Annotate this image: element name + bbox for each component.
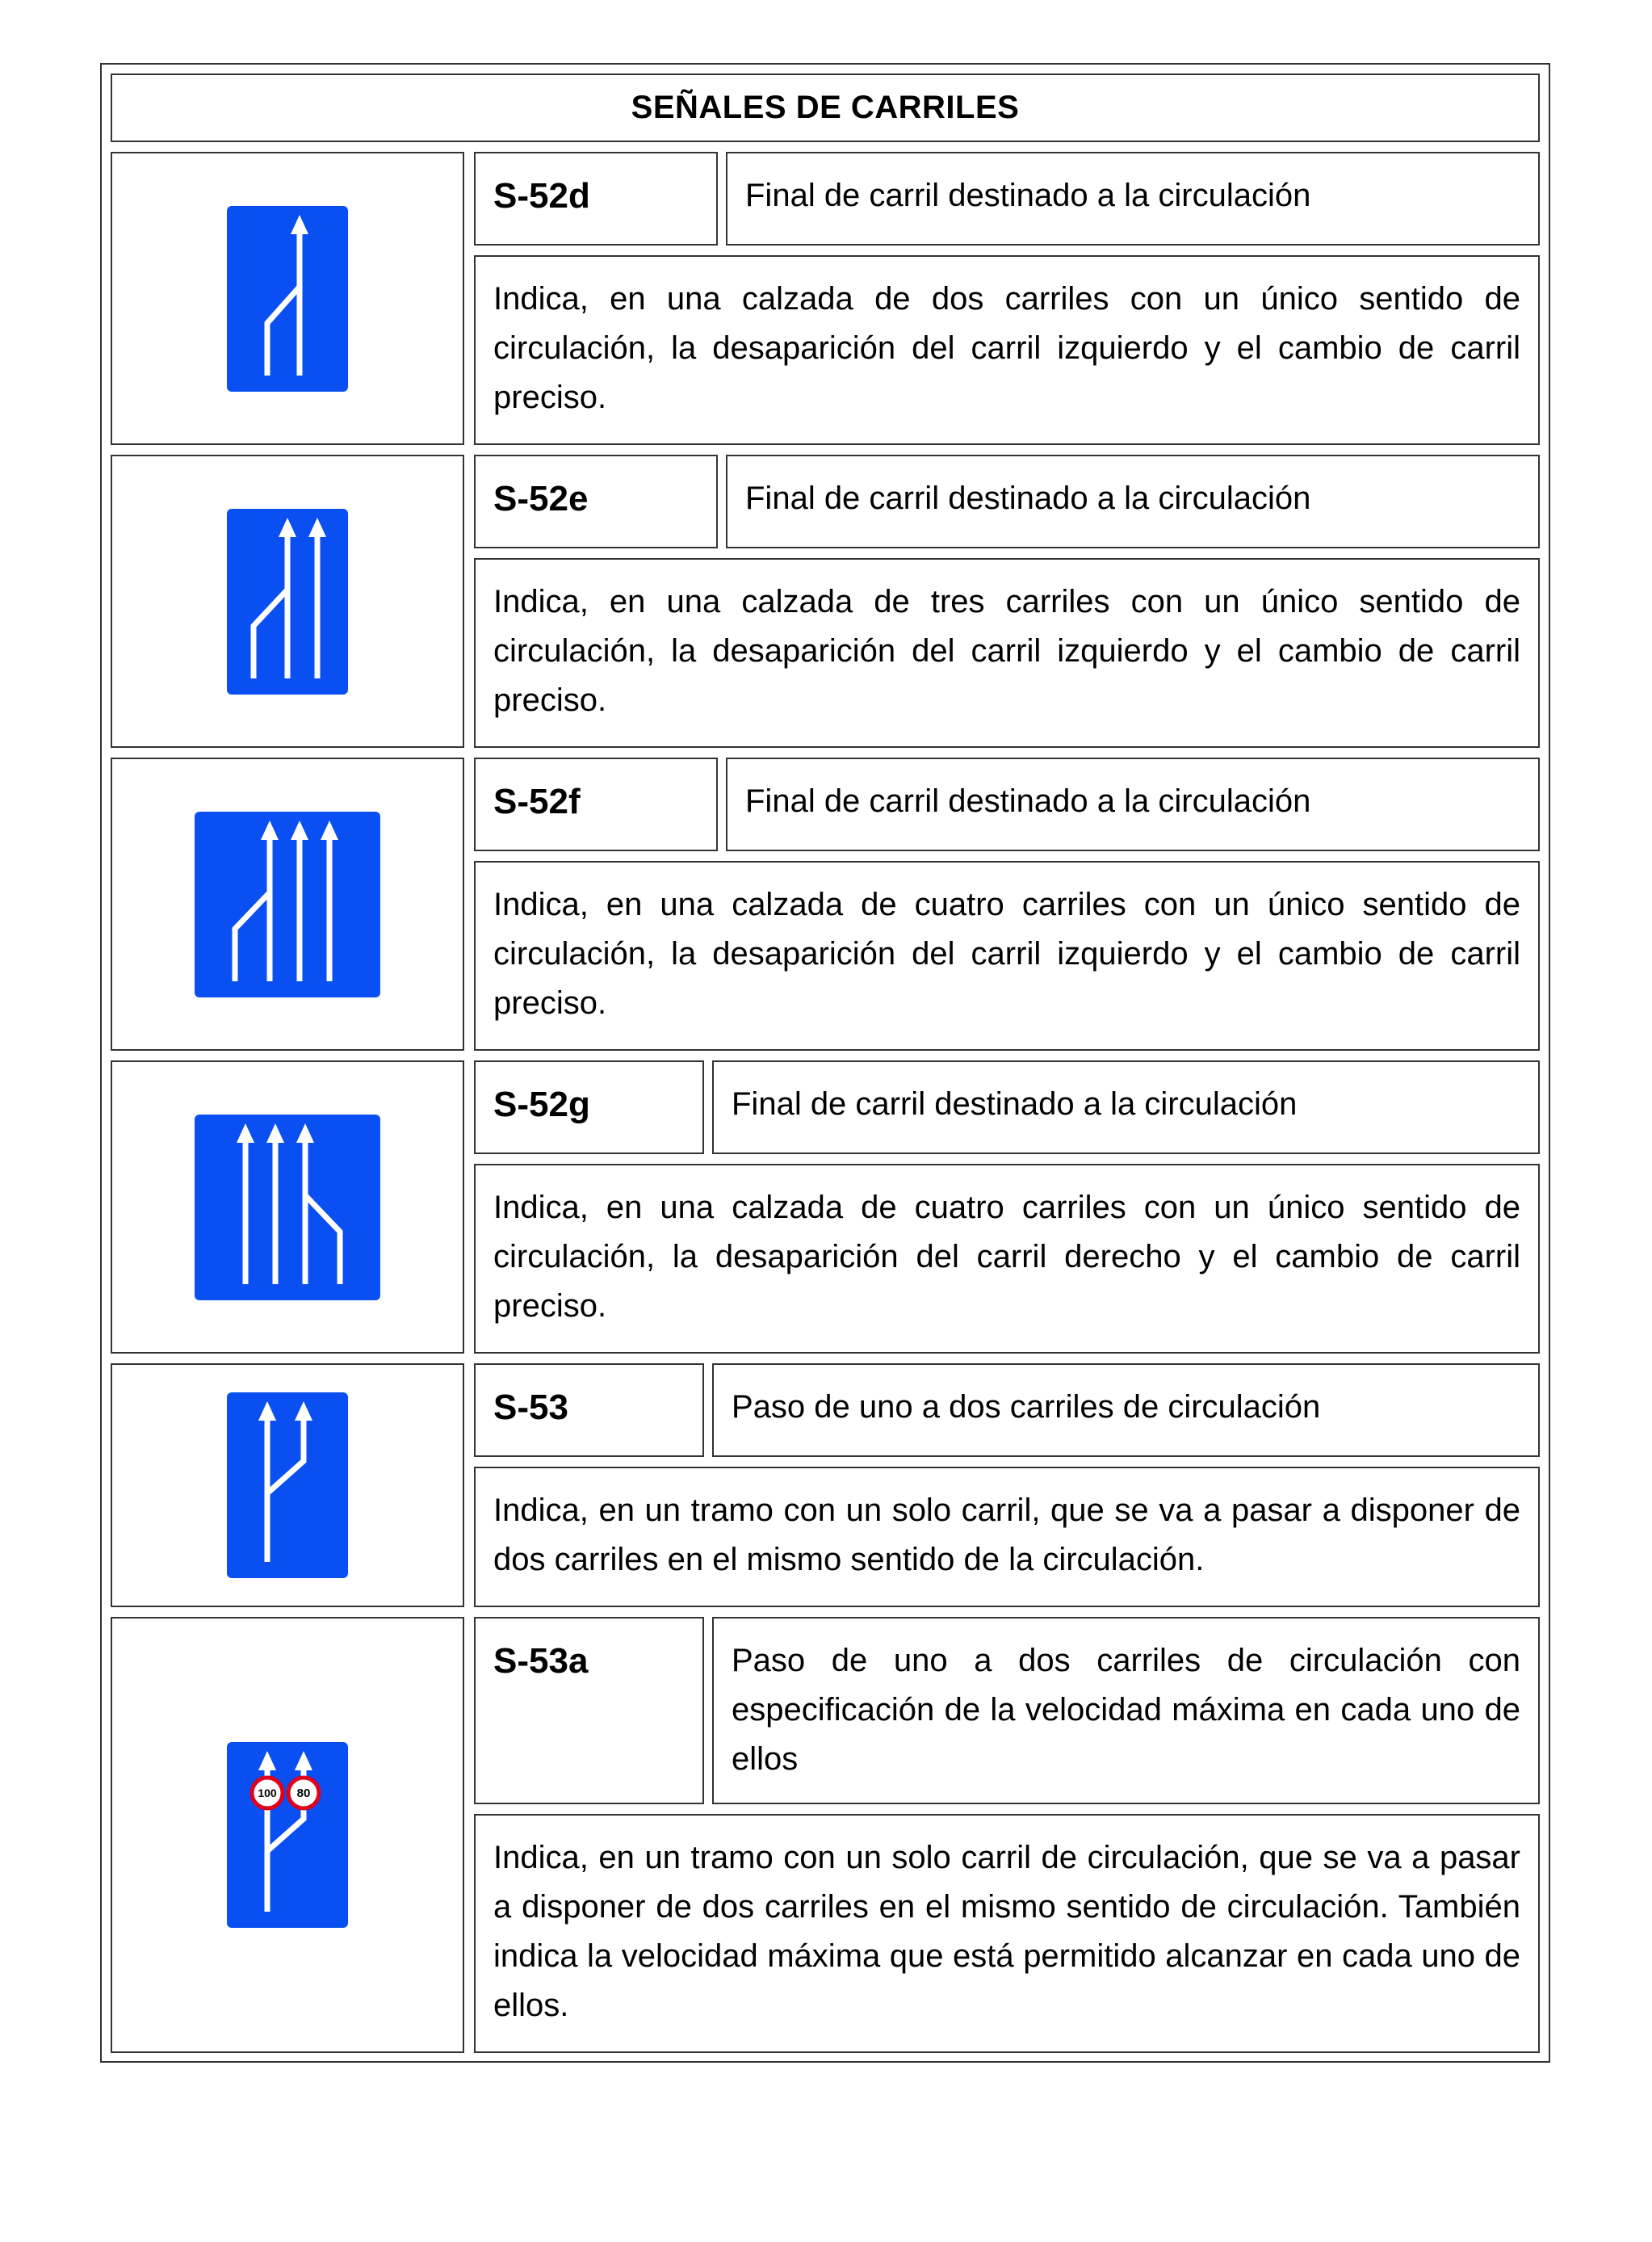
- sign-name: Final de carril destinado a la circulación: [745, 178, 1311, 213]
- speed-limit-80-label: 80: [296, 1786, 311, 1800]
- sign-code: S-53a: [493, 1641, 589, 1681]
- lane-end-left-2-lanes-sign-icon: [223, 202, 352, 396]
- sign-code-cell: [474, 1060, 704, 1154]
- sign-name-cell: [712, 1363, 1540, 1457]
- sign-image-cell: [111, 758, 464, 1051]
- lane-end-right-4-lanes-sign-icon: [191, 1111, 384, 1304]
- sign-name-cell: [712, 1617, 1540, 1804]
- sign-description-cell: [474, 1814, 1540, 2053]
- speed-limit-100-label: 100: [258, 1786, 277, 1799]
- sign-name: Paso de uno a dos carriles de circulación con especificación de la velocidad máxima en cada uno de ellos: [732, 1643, 1520, 1777]
- sign-name-cell: [726, 758, 1540, 851]
- table-title-cell: [111, 73, 1540, 142]
- sign-image-cell: [111, 1060, 464, 1354]
- sign-description: Indica, en un tramo con un solo carril de circulación, que se va a pasar a disponer de dos carriles en el mismo sentido de circulación. También indica la velocidad máxima que está permitido alcanzar en cada uno de ellos.: [493, 1840, 1520, 2023]
- sign-description: Indica, en una calzada de dos carriles con un único sentido de circulación, la desaparición del carril izquierdo y el cambio de carril preciso.: [493, 281, 1520, 415]
- sign-description: Indica, en una calzada de cuatro carriles con un único sentido de circulación, la desaparición del carril derecho y el cambio de carril preciso.: [493, 1190, 1520, 1324]
- sign-name: Final de carril destinado a la circulación: [745, 481, 1311, 516]
- sign-image-cell: [111, 1363, 464, 1607]
- sign-description: Indica, en una calzada de tres carriles con un único sentido de circulación, la desaparición del carril izquierdo y el cambio de carril preciso.: [493, 584, 1520, 718]
- sign-description-cell: [474, 558, 1540, 748]
- sign-code: S-52f: [493, 782, 581, 821]
- sign-name: Final de carril destinado a la circulación: [745, 783, 1311, 819]
- sign-name-cell: [726, 455, 1540, 548]
- sign-name-cell: [726, 152, 1540, 246]
- sign-description-cell: [474, 861, 1540, 1051]
- sign-code-cell: [474, 1617, 704, 1804]
- sign-code: S-52g: [493, 1085, 590, 1124]
- sign-code: S-53: [493, 1388, 568, 1427]
- lane-split-speed-limits-sign-icon: [223, 1738, 352, 1932]
- sign-code: S-52e: [493, 479, 589, 519]
- sign-image-cell: [111, 152, 464, 445]
- sign-description-cell: [474, 255, 1540, 445]
- sign-description-cell: [474, 1467, 1540, 1607]
- sign-name-cell: [712, 1060, 1540, 1154]
- sign-code: S-52d: [493, 176, 590, 216]
- sign-image-cell: [111, 1617, 464, 2053]
- table-title: SEÑALES DE CARRILES: [631, 90, 1020, 125]
- lane-split-sign-icon: [223, 1388, 352, 1582]
- sign-name: Paso de uno a dos carriles de circulación: [732, 1389, 1321, 1425]
- lane-end-left-3-lanes-sign-icon: [223, 505, 352, 699]
- sign-image-cell: [111, 455, 464, 748]
- sign-description-cell: [474, 1164, 1540, 1354]
- sign-code-cell: [474, 1363, 704, 1457]
- sign-code-cell: [474, 455, 718, 548]
- lane-end-left-4-lanes-sign-icon: [191, 808, 384, 1001]
- sign-name: Final de carril destinado a la circulación: [732, 1086, 1298, 1122]
- sign-code-cell: [474, 152, 718, 246]
- sign-code-cell: [474, 758, 718, 851]
- sign-description: Indica, en una calzada de cuatro carriles con un único sentido de circulación, la desaparición del carril izquierdo y el cambio de carril preciso.: [493, 887, 1520, 1021]
- sign-description: Indica, en un tramo con un solo carril, que se va a pasar a disponer de dos carriles en el mismo sentido de la circulación.: [493, 1493, 1520, 1577]
